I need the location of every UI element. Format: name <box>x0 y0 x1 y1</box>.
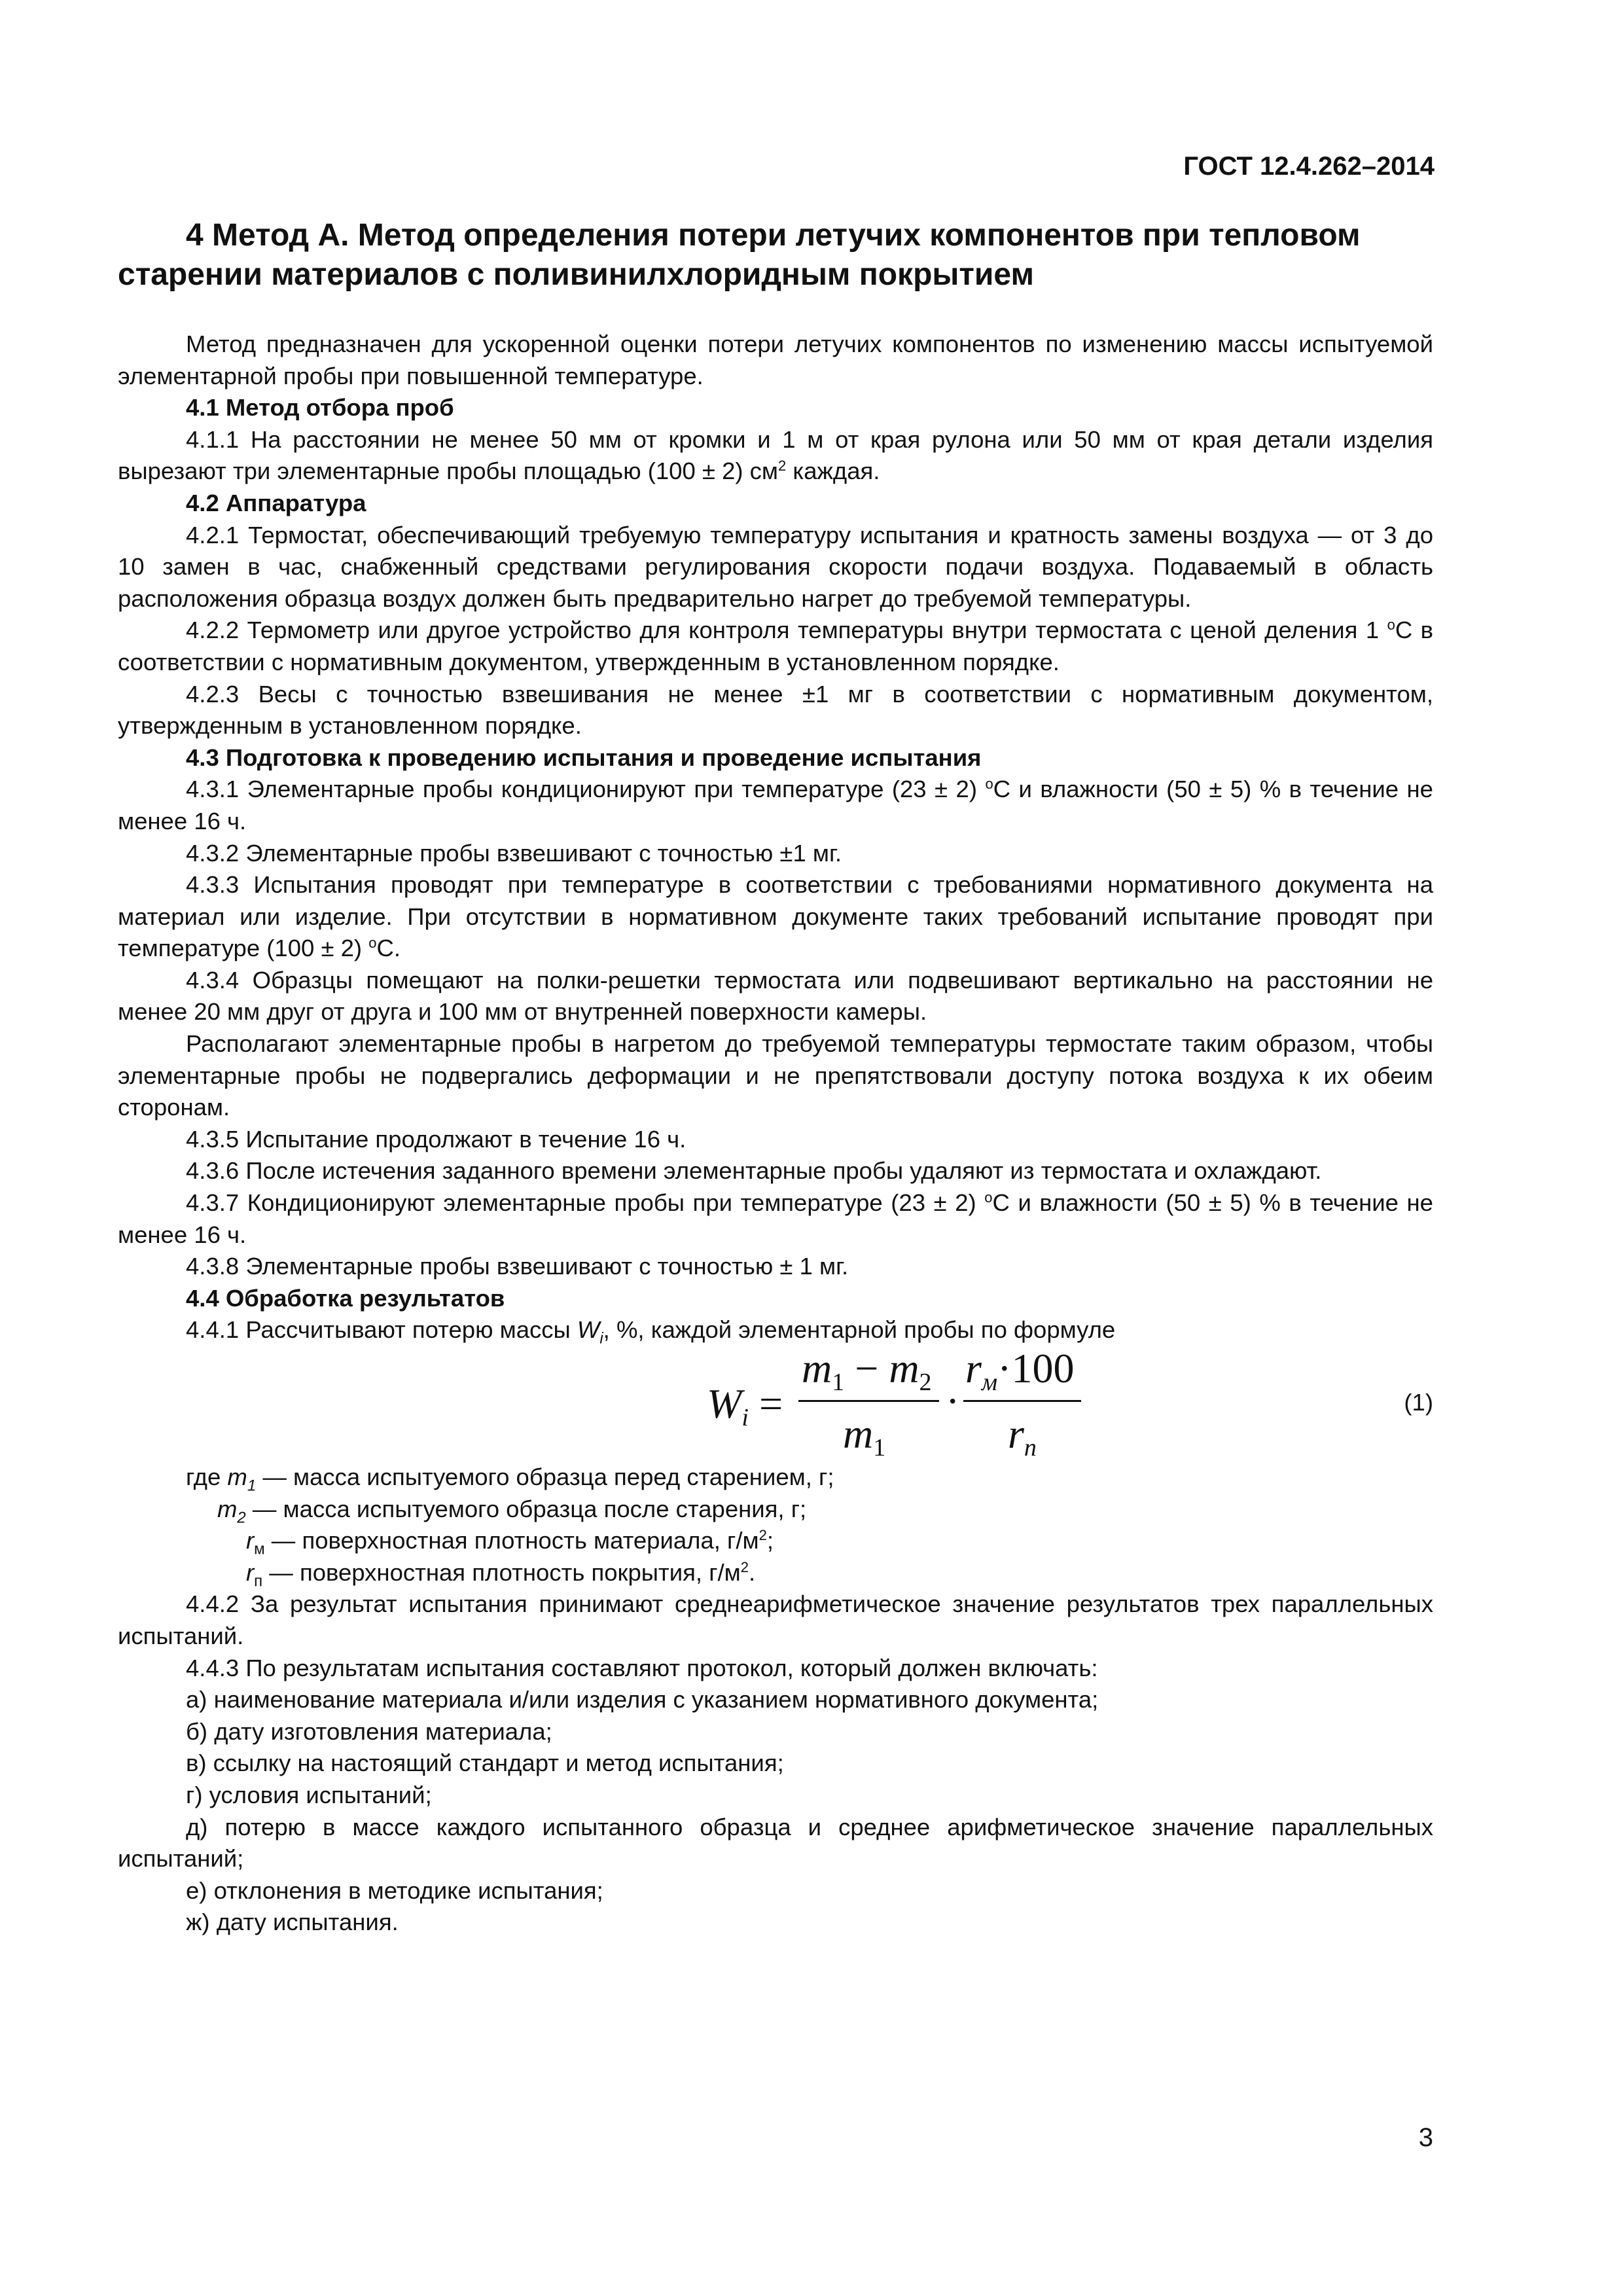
heading-4-3: 4.3 Подготовка к проведению испытания и проведение испытания <box>186 744 982 771</box>
heading-4-4: 4.4 Обработка результатов <box>186 1284 505 1312</box>
formula-numerator-2: rм·100 <box>965 1345 1075 1396</box>
formula-denominator-2: rn <box>1008 1410 1037 1462</box>
paragraph-4-3-3: 4.3.3 Испытания проводят при температуре в соответствии с требованиями нормативного документа на материал или изделие. При отсутствии в нормативном документе таких требований испытание проводят при температуре (100 ± 2) $^о$С. <box>118 871 1433 962</box>
heading-4-1: 4.1 Метод отбора проб <box>186 394 454 422</box>
paragraph-4-4-2: 4.4.2 За результат испытания принимают среднеарифметическое значение результатов трех параллельных испытаний. <box>118 1590 1433 1649</box>
formula-number: (1) <box>1404 1389 1433 1416</box>
formula-lhs: Wi <box>707 1380 749 1431</box>
definition-rm: $r_м$ — поверхностная плотность материала, $г/м^2$; <box>246 1527 774 1558</box>
intro-paragraph: Метод предназначен для ускоренной оценки потери летучих компонентов по изменению массы испытуемой элементарной пробы при повышенной температуре. <box>118 331 1433 389</box>
list-item: г) условия испытаний; <box>186 1781 432 1808</box>
paragraph-4-3-1: 4.3.1 Элементарные пробы кондиционируют при температуре (23 ± 2) $^о$С и влажности (50 ± 5) % в течение не менее 16 ч. <box>118 776 1433 834</box>
list-item: б) дату изготовления материала; <box>186 1717 552 1745</box>
paragraph-4-3-6: 4.3.6 После истечения заданного времени элементарные пробы удаляют из термостата и охлаждают. <box>186 1157 1322 1185</box>
list-item: е) отклонения в методике испытания; <box>186 1876 603 1904</box>
definition-rp: $r_п$ — поверхностная плотность покрытия, $г/м^2$. <box>246 1558 756 1590</box>
list-item: а) наименование материала и/или изделия с указанием нормативного документа; <box>186 1686 1099 1713</box>
list-item: в) ссылку на настоящий стандарт и метод испытания; <box>186 1749 784 1777</box>
heading-4-2: 4.2 Аппаратура <box>186 489 366 516</box>
formula-1 <box>707 1346 1204 1462</box>
formula-denominator-1: m1 <box>843 1410 886 1462</box>
formula-equals: = <box>759 1380 783 1427</box>
paragraph-4-3-4: 4.3.4 Образцы помещают на полки-решетки термостата или подвешивают вертикально на расстоянии не менее 20 мм друг от друга и 100 мм от внутренней поверхности камеры. <box>118 966 1433 1026</box>
paragraph-4-3-7: 4.3.7 Кондиционируют элементарные пробы при температуре (23 ± 2) $^о$С и влажности (50 ± 5) % в течение не менее 16 ч. <box>118 1189 1433 1248</box>
paragraph-4-2-3: 4.2.3 Весы с точностью взвешивания не менее ±1 мг в соответствии с нормативным документом, утвержденным в установленном порядке. <box>118 680 1433 740</box>
paragraph-4-3-5: 4.3.5 Испытание продолжают в течение 16 ч. <box>186 1125 687 1153</box>
paragraph-4-3-8: 4.3.8 Элементарные пробы взвешивают с точностью ± 1 мг. <box>186 1253 849 1280</box>
definition-m2: $m_2$ — масса испытуемого образца после старения, г; <box>217 1495 807 1526</box>
fraction-line-2 <box>963 1400 1081 1402</box>
list-item: ж) дату испытания. <box>186 1909 399 1936</box>
paragraph-4-3-4-cont: Располагают элементарные пробы в нагретом до требуемой температуры термостате таким образом, чтобы элементарные пробы не подвергались деформации и не препятствовали доступу потока воздуха к их обеим сторонам. <box>118 1030 1433 1121</box>
formula-definitions <box>118 1462 1433 1588</box>
paragraph-4-4-1: 4.4.1 Рассчитывают потерю массы $W_i$, %, каждой элементарной пробы по формуле <box>186 1316 1116 1348</box>
document-number: ГОСТ 12.4.262–2014 <box>1183 152 1435 181</box>
section-body <box>118 329 1433 1939</box>
paragraph-4-3-2: 4.3.2 Элементарные пробы взвешивают с точностью ±1 мг. <box>186 839 842 867</box>
paragraph-4-2-2: 4.2.2 Термометр или другое устройство для контроля температуры внутри термостата с ценой деления 1 $^о$С в соответствии с нормативным документом, утвержденным в установленном порядке. <box>118 617 1433 675</box>
formula-row <box>118 1346 1433 1462</box>
formula-numerator-1: m1 − m2 <box>802 1345 932 1396</box>
list-item: д) потерю в массе каждого испытанного образца и среднее арифметическое значение параллельных испытаний; <box>118 1813 1433 1873</box>
paragraph-4-1-1: 4.1.1 На расстоянии не менее 50 мм от кромки и 1 м от края рулона или 50 мм от края детали изделия вырезают три элементарные пробы площадью (100 ± 2) $см^2$ каждая. <box>118 425 1433 485</box>
formula-dot: · <box>946 1378 960 1424</box>
fraction-line-1 <box>798 1400 939 1402</box>
page-number: 3 <box>1418 2123 1433 2152</box>
paragraph-4-4-3: 4.4.3 По результатам испытания составляют протокол, который должен включать: <box>186 1654 1098 1681</box>
definition-m1: где $m_1$ — масса испытуемого образца перед старением, г; <box>186 1463 834 1495</box>
section-title: 4 Метод А. Метод определения потери летучих компонентов при тепловом старении материалов с поливинилхлоридным покрытием <box>118 218 1361 292</box>
paragraph-4-2-1: 4.2.1 Термостат, обеспечивающий требуемую температуру испытания и кратность замены воздуха — от 3 до 10 замен в час, снабженный средствами регулирования скорости подачи воздуха. Подаваемый в область расположения образца воздух должен быть предварительно нагрет до требуемой температуры. <box>118 521 1433 612</box>
